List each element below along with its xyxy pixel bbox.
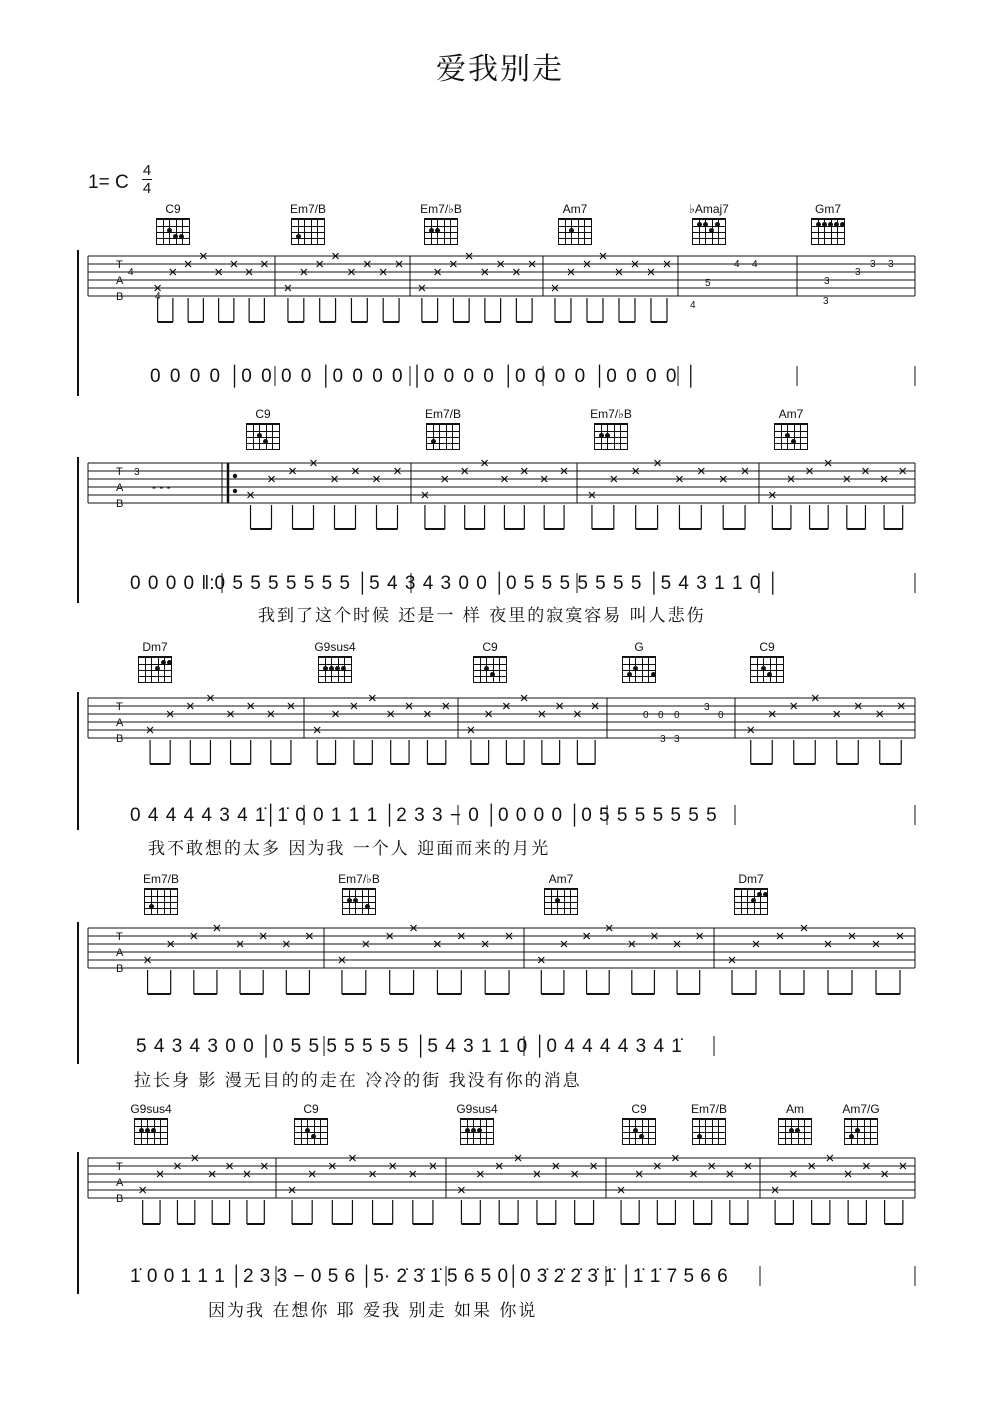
tab-fret: 0 [718,710,724,721]
tab-fret: 3 [134,467,140,478]
tab-fret: 3 [823,296,829,307]
chord-name: Gm7 [814,202,841,216]
system-3 [0,640,1000,860]
chord-name: ♭Amaj7 [689,202,729,216]
lyrics-line: 拉长身 影 漫无目的的走在 冷冷的街 我没有你的消息 [134,1071,582,1091]
chord-name: G9sus4 [130,1102,172,1116]
system-5 [0,1100,1000,1320]
song-title: 爱我别走 [436,52,564,87]
tab-fret: 3 [660,734,666,745]
numbered-notation: 5 4 3 4 3 0 0 │0 5 5 5 5 5 5 5 │5 4 3 1 1 0 │0 4 4 4 4 3 4 1̇ [136,1036,682,1057]
chord-name: G9sus4 [314,640,356,654]
lyrics-line: 我到了这个时候 还是一 样 夜里的寂寞容易 叫人悲伤 [258,606,706,626]
key-signature: 1= C [88,172,129,193]
tab-clef-t: T [116,259,123,271]
chord-name: Dm7 [738,872,764,886]
chord-name: Em7/♭B [420,202,462,216]
system-4 [0,870,1000,1090]
tab-clef-t: T [116,466,123,478]
chord-name: C9 [482,640,498,654]
system-1 [0,198,1000,398]
numbered-notation: 1̇ 0 0 1 1 1 │2 3 3 − 0 5 6 │5· 2̇ 3̇ 1̇ 5 6 5 0│0 3̇ 2̇ 2̇ 3̇ 1̇ │1̇ 1̇ 7 5 6 6 [130,1266,728,1287]
tab-clef-a: A [116,1177,124,1189]
tab-fret: 3 [855,267,861,278]
tab-clef-t: T [116,1161,123,1173]
tab-clef-a: A [116,482,124,494]
chord-name: Dm7 [142,640,168,654]
chord-name: Em7/B [142,872,179,886]
tab-clef-a: A [116,947,124,959]
tab-clef-b: B [116,291,124,303]
tab-fret: 4 [690,300,696,311]
tab-fret: 5 [705,278,711,289]
tab-fret: 3 [704,702,710,713]
chord-name: Em7/B [289,202,326,216]
chord-name: Am [786,1102,804,1116]
chord-name: Em7/♭B [590,407,632,421]
tab-fret: 3 [674,734,680,745]
tab-fret: 4 [155,291,161,302]
tab-clef-a: A [116,717,124,729]
tab-fret: 3 [870,259,876,270]
system-2 [0,405,1000,625]
tab-staff [0,640,1000,860]
chord-name: Em7/B [424,407,461,421]
tab-fret: 4 [734,259,740,270]
tab-fret: 4 [752,259,758,270]
tab-clef-b: B [116,963,124,975]
lyrics-line: 因为我 在想你 耶 爱我 别走 如果 你说 [208,1301,538,1321]
numbered-notation: 0 4 4 4 4 3 4 1̇│1̇ 0 0 1 1 1 │2 3 3 − 0 │0 0 0 0 │0 5 5 5 5 5 5 5 [130,805,717,826]
chord-name: Em7/♭B [338,872,380,886]
tab-clef-b: B [116,1193,124,1205]
chord-name: C9 [303,1102,319,1116]
tab-clef-b: B [116,498,124,510]
chord-name: Am7/G [842,1102,880,1116]
chord-name: C9 [759,640,775,654]
tab-fret: 4 [128,267,134,278]
chord-name: Em7/B [690,1102,727,1116]
time-signature-top: 4 [142,162,152,179]
time-signature-bottom: 4 [142,180,152,197]
tab-clef-t: T [116,701,123,713]
tab-fret: 0 [643,710,649,721]
chord-name: G [634,640,644,654]
tab-fret: 0 [658,710,664,721]
tab-clef-a: A [116,275,124,287]
chord-name: Am7 [548,872,574,886]
chord-name: G9sus4 [456,1102,498,1116]
tab-fret: 0 [674,710,680,721]
tab-fret: 3 [888,259,894,270]
chord-name: Am7 [778,407,804,421]
lyrics-line: 我不敢想的太多 因为我 一个人 迎面而来的月光 [148,839,551,859]
numbered-notation: 0 0 0 0 ‖:0 5 5 5 5 5 5 5 │5 4 3 4 3 0 0 │0 5 5 5 5 5 5 5 │5 4 3 1 1 0 │ [130,573,780,594]
tab-rest-dashes: - - - [152,480,171,494]
tab-fret: 3 [824,276,830,287]
chord-name: C9 [165,202,181,216]
chord-name: C9 [255,407,271,421]
chord-name: Am7 [562,202,588,216]
chord-name: C9 [631,1102,647,1116]
tab-clef-b: B [116,733,124,745]
time-signature [142,162,152,197]
numbered-notation: 0 0 0 0 │0 0 0 0 │0 0 0 0 │0 0 0 0 │0 0 0 0 │0 0 0 0 │ [150,366,698,387]
tab-clef-t: T [116,931,123,943]
